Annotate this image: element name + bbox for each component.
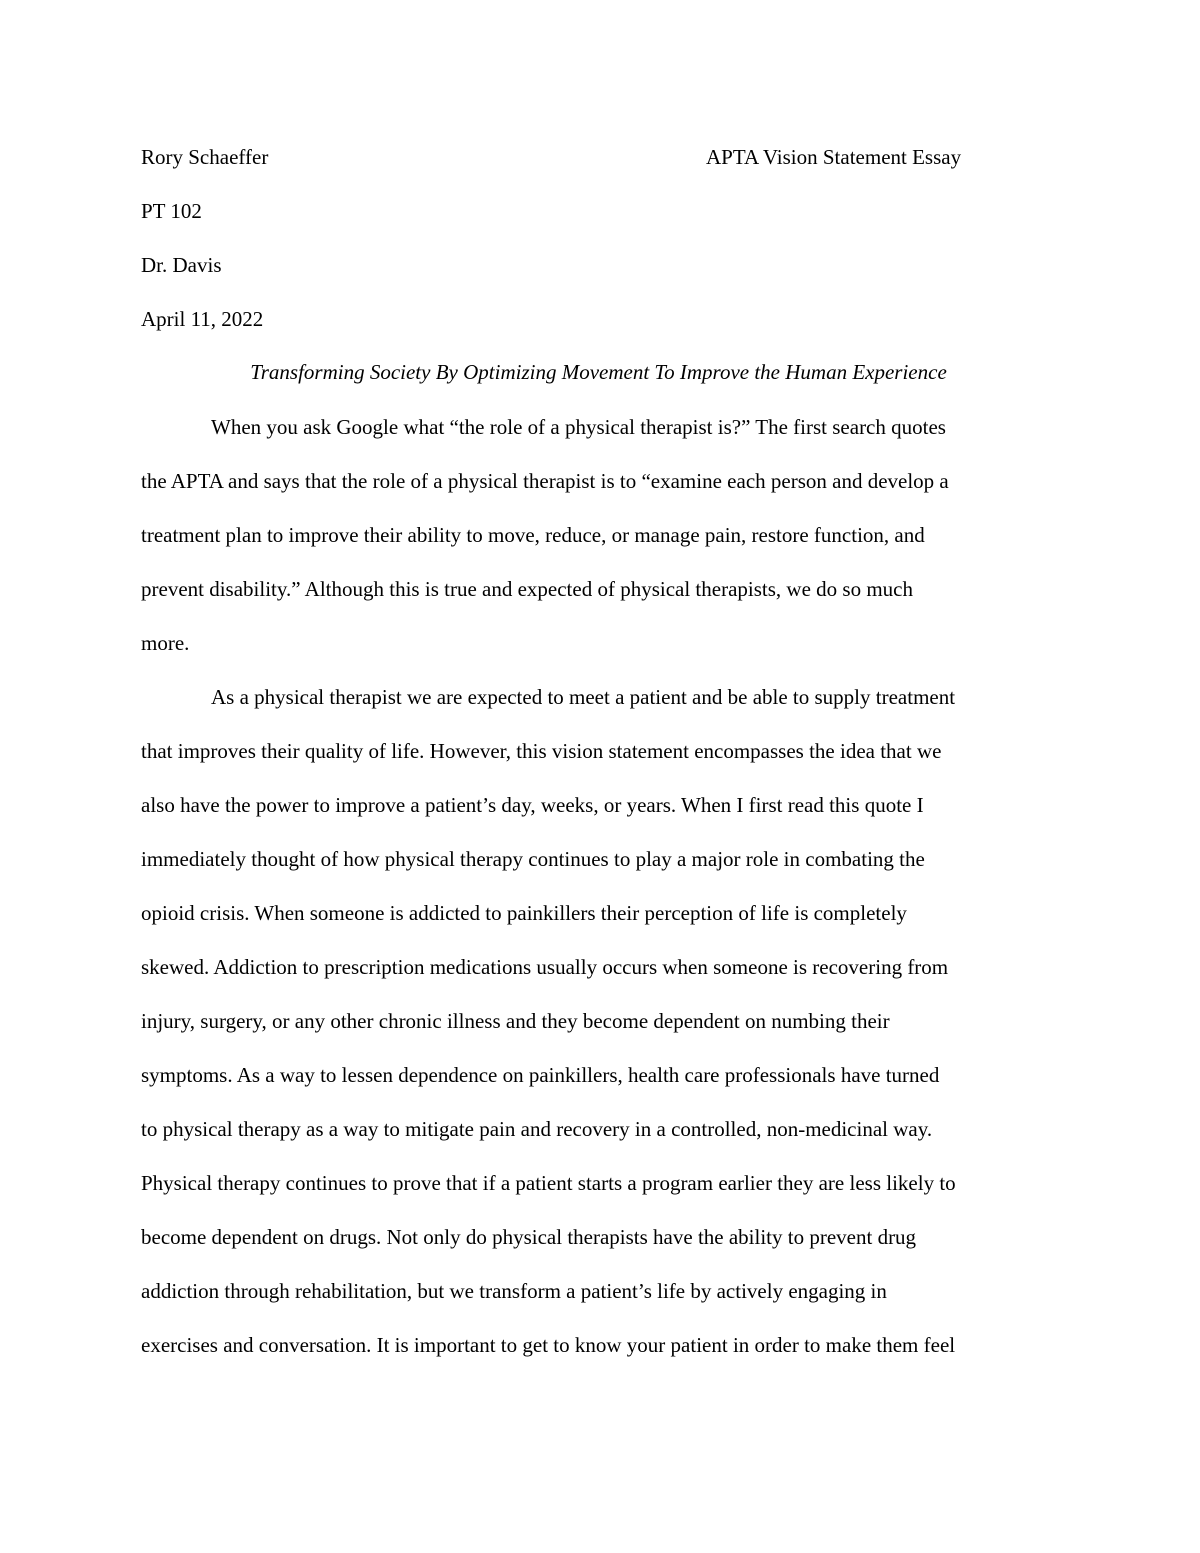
paragraph-line: symptoms. As a way to lessen dependence on painkillers, health care professionals have turned bbox=[141, 1063, 940, 1087]
paragraph-line: As a physical therapist we are expected to meet a patient and be able to supply treatment bbox=[211, 685, 956, 709]
paragraph-line: immediately thought of how physical therapy continues to play a major role in combating the bbox=[141, 847, 925, 871]
paragraph-line: skewed. Addiction to prescription medications usually occurs when someone is recovering from bbox=[141, 955, 949, 979]
paragraph-line: the APTA and says that the role of a physical therapist is to “examine each person and develop a bbox=[141, 469, 949, 493]
paragraph-line: addiction through rehabilitation, but we transform a patient’s life by actively engaging in bbox=[141, 1279, 887, 1303]
paragraph-line: opioid crisis. When someone is addicted to painkillers their perception of life is completely bbox=[141, 901, 907, 925]
paragraph-line: Physical therapy continues to prove that if a patient starts a program earlier they are less likely to bbox=[141, 1171, 956, 1195]
paragraph-line: treatment plan to improve their ability to move, reduce, or manage pain, restore function, and bbox=[141, 523, 925, 547]
paragraph-line: prevent disability.” Although this is true and expected of physical therapists, we do so much bbox=[141, 577, 913, 601]
document-type: APTA Vision Statement Essay bbox=[706, 145, 962, 169]
header-row bbox=[141, 140, 1051, 174]
author-name: Rory Schaeffer bbox=[141, 145, 269, 169]
paragraph-line: more. bbox=[141, 631, 190, 655]
course-code: PT 102 bbox=[141, 199, 202, 223]
paragraph-line: become dependent on drugs. Not only do physical therapists have the ability to prevent drug bbox=[141, 1225, 917, 1249]
instructor-name: Dr. Davis bbox=[141, 253, 222, 277]
paragraph-line: also have the power to improve a patient’s day, weeks, or years. When I first read this quote I bbox=[141, 793, 924, 817]
essay-title: Transforming Society By Optimizing Movement To Improve the Human Experience bbox=[250, 360, 947, 384]
paragraph-line: to physical therapy as a way to mitigate pain and recovery in a controlled, non-medicinal way. bbox=[141, 1117, 933, 1141]
paragraph-line: exercises and conversation. It is important to get to know your patient in order to make them feel bbox=[141, 1333, 956, 1357]
paragraph-line: injury, surgery, or any other chronic illness and they become dependent on numbing their bbox=[141, 1009, 890, 1033]
submission-date: April 11, 2022 bbox=[141, 307, 264, 331]
paragraph-line: that improves their quality of life. However, this vision statement encompasses the idea that we bbox=[141, 739, 942, 763]
paragraph-line: When you ask Google what “the role of a physical therapist is?” The first search quotes bbox=[211, 415, 946, 439]
